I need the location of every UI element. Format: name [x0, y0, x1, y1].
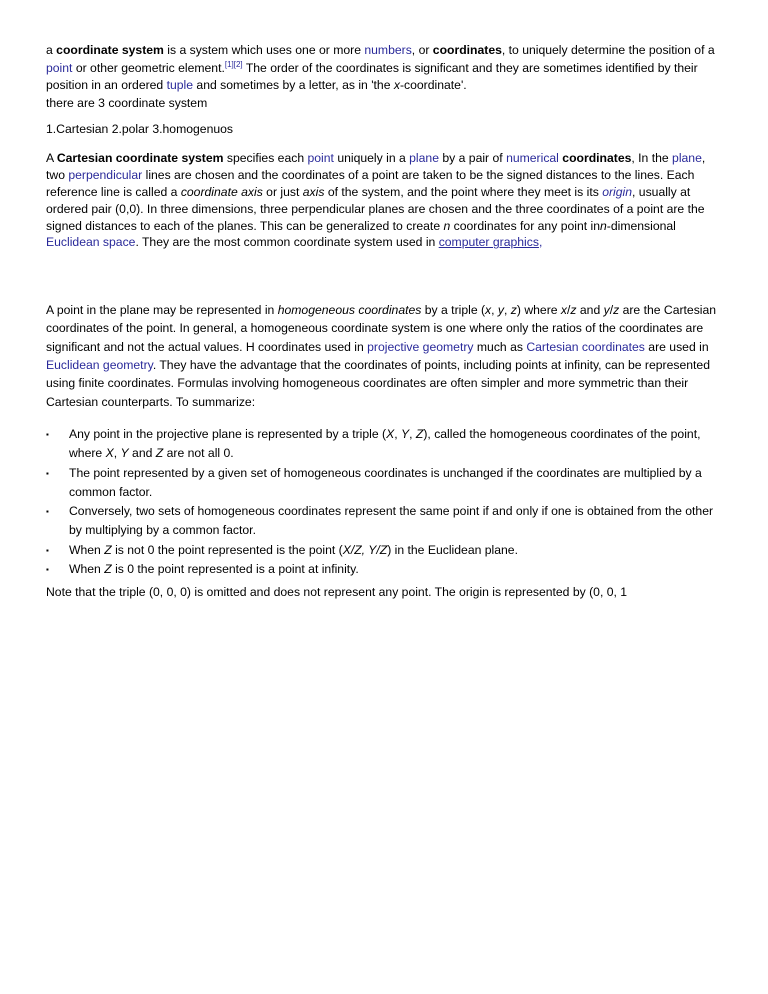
link-numbers[interactable]: numbers — [364, 43, 412, 57]
list-item — [46, 502, 726, 541]
cartesian-paragraph — [46, 150, 726, 251]
text-run: a — [46, 43, 57, 57]
link-plane[interactable]: plane — [409, 151, 439, 166]
italic-n: n — [443, 218, 451, 233]
note-paragraph: Note that the triple (0, 0, 0) is omitted and does not represent any point. The origin is represented by (0, 0, 1 — [46, 585, 628, 600]
italic-coordinate-axis: coordinate axis — [180, 184, 263, 199]
text-run: is not 0 the point represented is the point ( — [111, 542, 343, 557]
italic-Y: Y — [120, 446, 129, 461]
text-run: , — [394, 426, 401, 441]
italic-x: x — [485, 303, 492, 318]
italic-Z: Z — [104, 562, 112, 577]
text-run: A point in the plane may be represented in — [46, 303, 278, 318]
italic-axis: axis — [302, 184, 325, 199]
italic-Z: Z — [104, 542, 112, 557]
link-plane[interactable]: plane — [672, 151, 702, 166]
text-run: by a triple ( — [421, 303, 486, 318]
term-coordinates: coordinates — [562, 151, 632, 166]
text-run: The point represented by a given set of homogeneous coordinates is unchanged if the coordinates are multiplied by a common factor. — [69, 465, 702, 499]
text-run: , to uniquely determine the position of a — [501, 43, 715, 57]
summary-list — [46, 425, 726, 579]
bullet-icon: ▪ — [46, 429, 49, 439]
bullet-icon: ▪ — [46, 507, 49, 517]
italic-Z: Z — [415, 426, 424, 441]
link-tuple[interactable]: tuple — [166, 78, 194, 93]
text-run: . They are the most common coordinate system used in — [135, 235, 439, 250]
link-cartesian-coordinates[interactable]: Cartesian coordinates — [526, 339, 645, 354]
link-numerical[interactable]: numerical — [506, 151, 559, 166]
link-origin[interactable]: origin — [602, 184, 633, 199]
text-run: Any point in the projective plane is represented by a triple ( — [69, 426, 387, 441]
list-item — [46, 464, 726, 503]
text-run: , — [409, 426, 416, 441]
text-run: -coordinate'. — [399, 78, 467, 93]
text-run: / — [609, 303, 614, 318]
text-run: The order of the coordinates is significant and they are sometimes identified by their position in an ordered — [46, 60, 698, 93]
link-point[interactable]: point — [46, 60, 73, 75]
italic-Y: Y — [400, 426, 410, 441]
italic-Z: Z — [155, 446, 164, 461]
text-run: , or — [411, 43, 433, 57]
coordinate-types-line: 1.Cartesian 2.polar 3.homogenuos — [46, 122, 233, 137]
text-run: . They have the advantage that the coordinates of points, including points at infinity, can be represented using finite coordinates. Formulas involving homogeneous coordinates are often simpler and more symmetric than their Cartesian counterparts. To summarize: — [46, 358, 710, 409]
bullet-icon: ▪ — [46, 545, 49, 555]
link-euclidean-geometry[interactable]: Euclidean geometry — [46, 358, 153, 373]
text-line: there are 3 coordinate system — [46, 95, 208, 110]
text-run: , — [504, 303, 511, 318]
text-run: are used in — [644, 339, 709, 354]
text-run: coordinates for any point in — [450, 218, 600, 233]
bullet-icon: ▪ — [46, 565, 49, 575]
italic-ratio: X/Z, Y/Z — [342, 542, 388, 557]
link-computer-graphics[interactable]: computer graphics — [438, 235, 539, 250]
text-run: / — [567, 303, 571, 318]
text-run: of the system, and the point where they meet is its — [324, 184, 603, 199]
term-coordinate-system: coordinate system — [56, 43, 164, 57]
homogeneous-paragraph — [46, 301, 726, 411]
list-item — [46, 560, 726, 579]
bullet-icon: ▪ — [46, 468, 49, 478]
reference-superscript[interactable]: [1][2] — [224, 59, 243, 69]
list-item — [46, 541, 726, 560]
italic-x: x — [393, 78, 400, 93]
text-run: are the Cartesian coordinates of the point. In general, a homogeneous coordinate system is one where only the ratios of the coordinates are significant and not the actual values. H coordinates used in — [46, 303, 717, 354]
italic-z: z — [510, 303, 517, 318]
text-run: When — [69, 562, 105, 577]
link-point[interactable]: point — [307, 151, 334, 166]
text-run: Conversely, two sets of homogeneous coordinates represent the same point if and only if one is obtained from the other by multiplying by a common factor. — [69, 504, 714, 538]
link-perpendicular[interactable]: perpendicular — [68, 168, 143, 183]
text-run: and — [128, 446, 156, 461]
italic-x: x — [560, 303, 568, 318]
text-run: ) in the Euclidean plane. — [387, 542, 518, 557]
term-coordinates: coordinates — [432, 43, 502, 57]
italic-z: z — [613, 303, 620, 318]
link-euclidean-space[interactable]: Euclidean space — [46, 235, 136, 250]
text-run: much as — [473, 339, 527, 354]
italic-homogeneous-coordinates: homogeneous coordinates — [277, 303, 422, 318]
text-run: , — [491, 303, 498, 318]
text-run: , usually at ordered pair (0,0). In three dimensions, three perpendicular planes are chosen and the three coordinates of a point are the signed distances to each of the planes. This can be generalized to create — [46, 184, 705, 233]
italic-z: z — [570, 303, 577, 318]
text-run: is 0 the point represented is a point at infinity. — [111, 562, 359, 577]
italic-X: X — [105, 446, 114, 461]
text-run: by a pair of — [438, 151, 507, 166]
text-run: or other geometric element. — [72, 60, 225, 75]
document-page — [46, 42, 726, 602]
text-run: , — [113, 446, 121, 461]
italic-n: n — [600, 218, 607, 233]
text-run: is a system which uses one or more — [163, 43, 365, 57]
italic-y: y — [603, 303, 610, 318]
text-run: -dimensional — [606, 218, 676, 233]
link-projective-geometry[interactable]: projective geometry — [367, 339, 474, 354]
text-run: specifies each — [223, 151, 308, 166]
text-run: ), called the homogeneous coordinates of the point, where — [69, 426, 701, 461]
text-run: are not all 0. — [163, 446, 234, 461]
list-item — [46, 425, 726, 464]
italic-y: y — [497, 303, 505, 318]
term-cartesian-coordinate-system: Cartesian coordinate system — [56, 151, 224, 166]
intro-paragraph — [46, 42, 726, 112]
text-run: uniquely in a — [333, 151, 410, 166]
text-run: , two — [46, 151, 706, 183]
text-run: ) where — [516, 303, 561, 318]
text-run: When — [69, 542, 105, 557]
text-run: and — [576, 303, 604, 318]
italic-X: X — [386, 426, 395, 441]
text-run: or just — [262, 184, 303, 199]
text-run: A — [46, 151, 57, 166]
text-run: , — [538, 235, 543, 250]
text-run: lines are chosen and the coordinates of a point are taken to be the signed distances to the lines. Each reference line is called a — [46, 168, 695, 199]
text-run: , In the — [631, 151, 673, 166]
text-run: and sometimes by a letter, as in 'the — [193, 78, 394, 93]
